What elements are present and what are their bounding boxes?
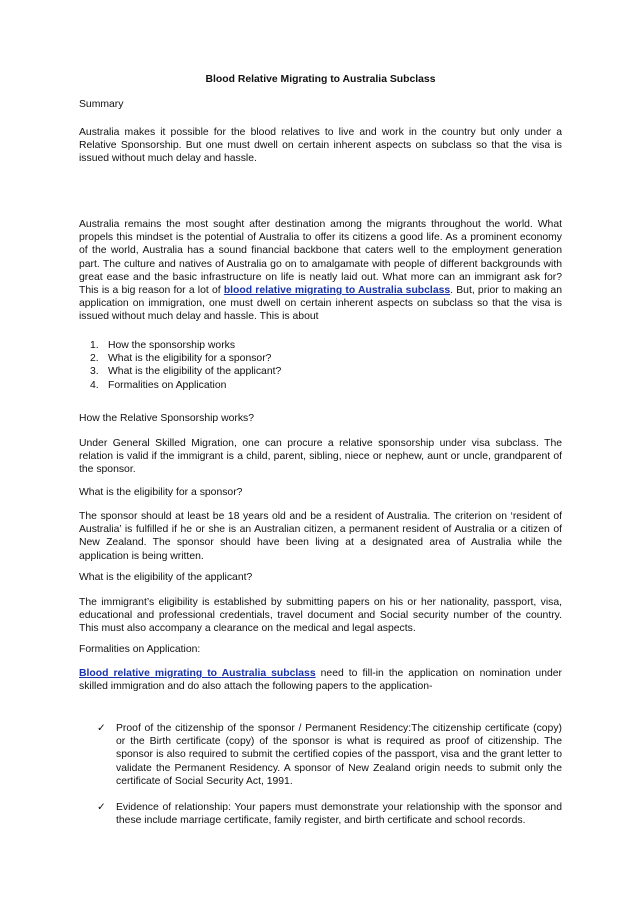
intro-text-after: . But, prior to making an application on immigration, one must dwell on certain inherent aspects on subclass so that the visa is issued without much delay and hassle. This is about (79, 285, 562, 323)
formalities-text: need to fill-in the application on nomination under skilled immigration and do also attach the following papers to the application- (79, 668, 562, 693)
list-number: 1. (90, 340, 99, 351)
section-paragraph-sponsorship: Under General Skilled Migration, one can procure a relative sponsorship under visa subclass. The relation is valid if the immigrant is a child, parent, sibling, niece or nephew, aunt or uncle, grandparent of the sponsor. (79, 438, 562, 476)
list-number: 2. (90, 353, 99, 365)
summary-paragraph: Australia makes it possible for the blood relatives to live and work in the country but only under a Relative Sponsorship. But one must dwell on certain inherent aspects on subclass so that the visa is issued without much delay and hassle. (79, 127, 562, 165)
section-paragraph-formalities (79, 667, 562, 693)
list-item (79, 379, 562, 392)
section-heading-applicant-eligibility: What is the eligibility of the applicant? (79, 572, 253, 583)
section-heading-sponsorship: How the Relative Sponsorship works? (79, 413, 254, 424)
section-paragraph-applicant-eligibility: The immigrant’s eligibility is established by submitting papers on his or her nationality, passport, visa, educational and professional credentials, travel document and Social security number of the country. This must also accompany a clearance on the medical and legal aspects. (79, 597, 562, 635)
list-item (79, 801, 562, 827)
list-item-text: What is the eligibility of the applicant? (108, 366, 282, 378)
intro-text-before: Australia remains the most sought after destination among the migrants throughout the world. What propels this mindset is the potential of Australia to offer its citizens a good life. As a prominent economy of the world, Australia has a sound financial backbone that caters well to the employment generation part. The culture and natives of Australia go on to amalgamate with people of different backgrounds with great ease and the basic infrastructure on life is neatly laid out. What more can an immigrant ask for? This is a big reason for a lot of (79, 219, 562, 297)
list-item (79, 339, 562, 352)
summary-heading: Summary (79, 99, 124, 110)
list-number: 4. (90, 379, 99, 391)
list-item-text: Formalities on Application (108, 379, 227, 391)
list-item (79, 365, 562, 378)
checkmark-icon: ✓ (97, 723, 106, 734)
blood-relative-link-2[interactable]: Blood relative migrating to Australia subclass (79, 668, 316, 679)
section-paragraph-sponsor-eligibility: The sponsor should at least be 18 years old and be a resident of Australia. The criterion on ‘resident of Australia’ is fulfilled if he or she is an Australian citizen, a permanent resident of Australia or a citizen of New Zealand. The sponsor should have been living at a designated area of Australia while the application is being written. (79, 511, 562, 562)
checkmark-icon: ✓ (97, 802, 106, 814)
list-item (79, 352, 562, 365)
document-title: Blood Relative Migrating to Australia Subclass (205, 74, 436, 85)
list-number: 3. (90, 366, 99, 378)
list-item-text: Proof of the citizenship of the sponsor / Permanent Residency:The citizenship certificate (copy) or the Birth certificate (copy) of the sponsor is what is required as proof of citizenship. The sponsor is also required to submit the certified copies of the passport, visa and the grant letter to validate the Permanent Residency. A sponsor of New Zealand origin needs to submit only the certificate of Social Security Act, 1991. (116, 723, 562, 787)
list-item (79, 722, 562, 788)
intro-paragraph (79, 218, 562, 324)
list-item-text: Evidence of relationship: Your papers must demonstrate your relationship with the sponsor and these include marriage certificate, family register, and birth certificate and school records. (116, 802, 562, 827)
topics-list (79, 339, 562, 392)
requirements-list (79, 722, 562, 840)
section-heading-sponsor-eligibility: What is the eligibility for a sponsor? (79, 487, 243, 498)
blood-relative-link[interactable]: blood relative migrating to Australia subclass (223, 285, 451, 297)
section-heading-formalities: Formalities on Application: (79, 644, 201, 655)
list-item-text: How the sponsorship works (108, 340, 236, 351)
list-item-text: What is the eligibility for a sponsor? (108, 353, 272, 365)
